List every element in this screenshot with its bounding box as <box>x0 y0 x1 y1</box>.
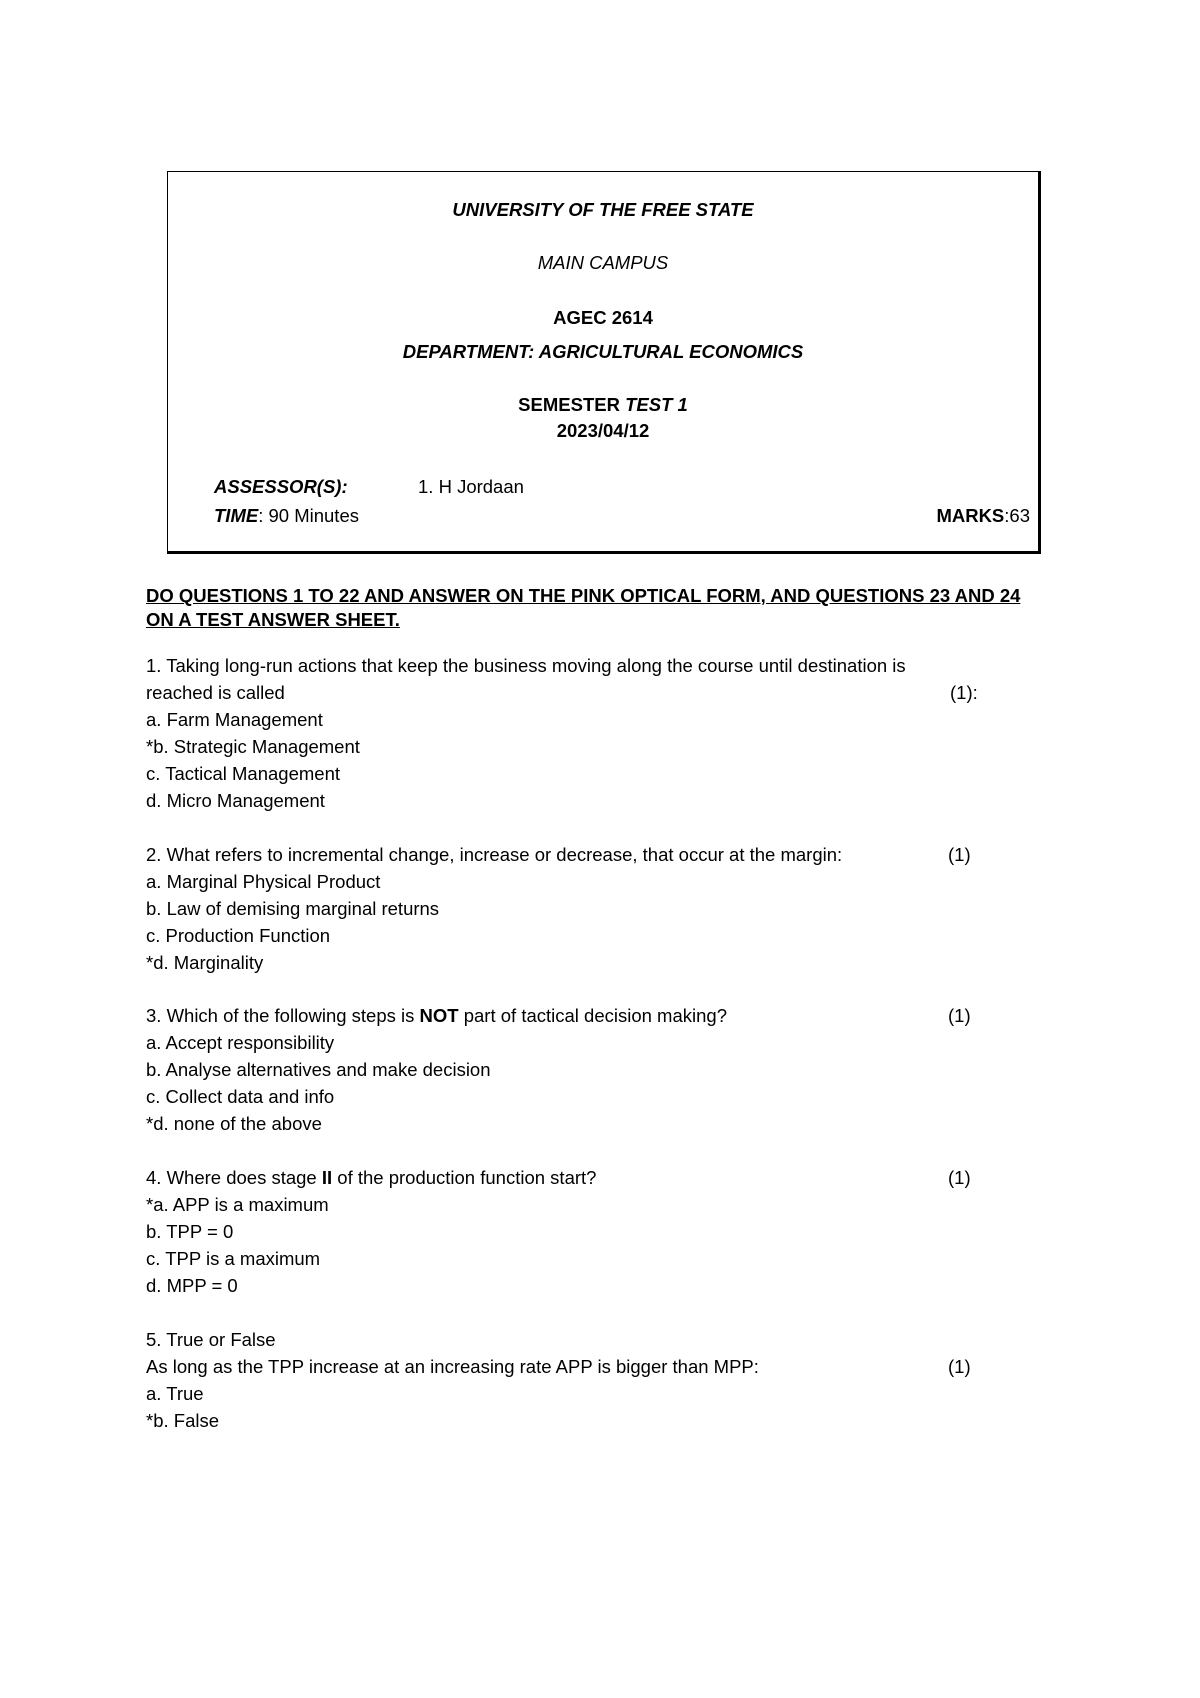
answer-option: b. Analyse alternatives and make decision <box>146 1059 491 1080</box>
answer-option: *a. APP is a maximum <box>146 1194 329 1215</box>
question-text: 5. True or False <box>146 1329 276 1350</box>
question-text: 1. Taking long-run actions that keep the business moving along the course until destination is <box>146 655 906 676</box>
test-name: SEMESTER TEST 1 <box>518 394 688 415</box>
answer-option: a. Accept responsibility <box>146 1032 335 1053</box>
question-text: As long as the TPP increase at an increasing rate APP is bigger than MPP: <box>146 1356 759 1377</box>
answer-option: *d. Marginality <box>146 952 264 973</box>
answer-option: a. Farm Management <box>146 709 323 730</box>
test-date: 2023/04/12 <box>556 420 650 441</box>
department-name: DEPARTMENT: AGRICULTURAL ECONOMICS <box>402 341 804 362</box>
answer-option: c. TPP is a maximum <box>146 1248 321 1269</box>
question-mark: (1): <box>950 682 978 703</box>
answer-option: *b. Strategic Management <box>146 736 360 757</box>
answer-option: b. TPP = 0 <box>146 1221 234 1242</box>
instructions: DO QUESTIONS 1 TO 22 AND ANSWER ON THE PINK OPTICAL FORM, AND QUESTIONS 23 AND 24 ON A TEST ANSWER SHEET. <box>146 585 1021 630</box>
assessor-label: ASSESSOR(S): <box>214 476 348 497</box>
answer-option: d. Micro Management <box>146 790 325 811</box>
question-text: 4. Where does stage II of the production function start? <box>146 1167 597 1188</box>
campus-name: MAIN CAMPUS <box>537 252 669 273</box>
question-mark: (1) <box>948 1005 971 1026</box>
answer-option: *b. False <box>146 1410 220 1431</box>
marks-row: MARKS:63 <box>936 505 1030 526</box>
module-code: AGEC 2614 <box>553 307 653 328</box>
assessor-value: 1. H Jordaan <box>418 476 524 497</box>
question-text: 3. Which of the following steps is NOT part of tactical decision making? <box>146 1005 727 1026</box>
answer-option: a. True <box>146 1383 204 1404</box>
answer-option: b. Law of demising marginal returns <box>146 898 440 919</box>
exam-header-box <box>167 171 1041 554</box>
question-mark: (1) <box>948 844 971 865</box>
question-mark: (1) <box>948 1356 971 1377</box>
answer-option: a. Marginal Physical Product <box>146 871 381 892</box>
answer-option: c. Production Function <box>146 925 331 946</box>
answer-option: c. Tactical Management <box>146 763 341 784</box>
answer-option: d. MPP = 0 <box>146 1275 238 1296</box>
answer-option: c. Collect data and info <box>146 1086 335 1107</box>
time-row: TIME: 90 Minutes <box>214 505 359 526</box>
question-text: 2. What refers to incremental change, increase or decrease, that occur at the margin: <box>146 844 843 865</box>
answer-option: *d. none of the above <box>146 1113 322 1134</box>
university-name: UNIVERSITY OF THE FREE STATE <box>452 199 754 220</box>
question-mark: (1) <box>948 1167 971 1188</box>
question-text: reached is called <box>146 682 285 703</box>
